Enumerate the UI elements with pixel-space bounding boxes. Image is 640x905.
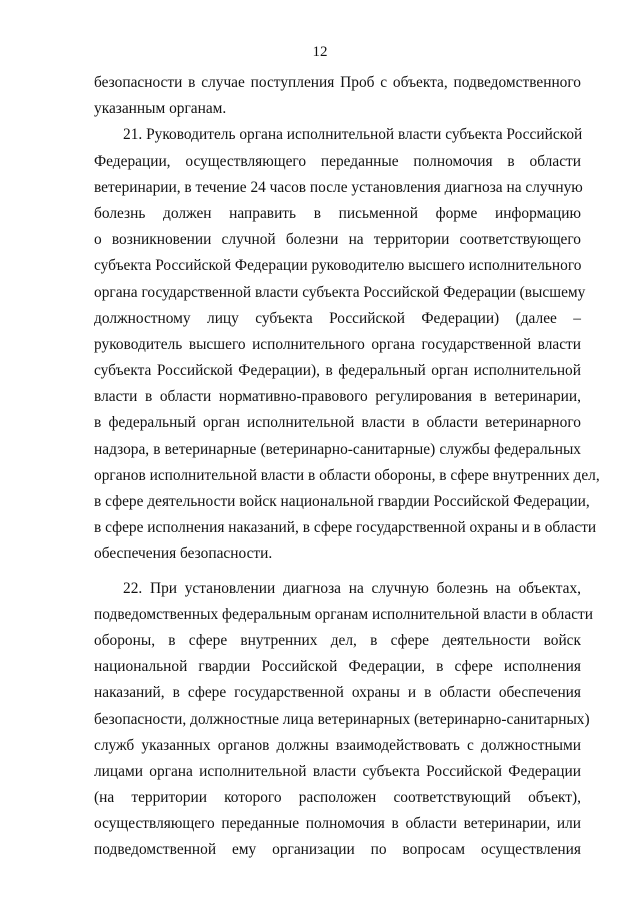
document-body: [94, 70, 600, 864]
text-line: субъекта Российской Федерации), в федеральный орган исполнительной: [94, 362, 581, 380]
text-line: надзора, в ветеринарные (ветеринарно-санитарные) службы федеральных: [94, 440, 581, 458]
text-line: власти в области нормативно-правового регулирования в ветеринарии,: [94, 388, 581, 406]
paragraph-continuation: [94, 70, 581, 122]
text-line: обеспечения безопасности.: [94, 545, 273, 563]
text-line: болезнь должен направить в письменной форме информацию: [94, 204, 581, 222]
text-line: лицами органа исполнительной власти субъекта Российской Федерации: [94, 762, 581, 780]
text-line: органов исполнительной власти в области обороны, в сфере внутренних дел,: [94, 466, 600, 484]
text-line: ветеринарии, в течение 24 часов после установления диагноза на случную: [94, 178, 583, 196]
text-line: (на территории которого расположен соответствующий объект),: [94, 789, 581, 807]
text-line: органа государственной власти субъекта Российской Федерации (высшему: [94, 283, 586, 301]
text-line: подведомственных федеральным органам исполнительной власти в области: [94, 605, 593, 623]
text-line: обороны, в сфере внутренних дел, в сфере деятельности войск: [94, 631, 581, 649]
text-line: 22. При установлении диагноза на случную болезнь на объектах,: [123, 579, 581, 597]
text-line: руководитель высшего исполнительного органа государственной власти: [94, 335, 581, 353]
text-line: подведомственной ему организации по вопросам осуществления: [94, 841, 581, 859]
text-line: указанным органам.: [94, 100, 227, 118]
text-line: Федерации, осуществляющего переданные полномочия в области: [94, 152, 581, 170]
text-line: субъекта Российской Федерации руководителю высшего исполнительного: [94, 257, 582, 275]
text-line: безопасности в случае поступления Проб с объекта, подведомственного: [94, 74, 581, 91]
text-line: о возникновении случной болезни на территории соответствующего: [94, 231, 581, 249]
text-line: должностному лицу субъекта Российской Федерации) (далее –: [94, 309, 581, 327]
text-line: национальной гвардии Российской Федерации, в сфере исполнения: [94, 658, 581, 676]
paragraph-21: [94, 122, 600, 567]
page-number: 12: [312, 44, 328, 60]
text-line: осуществляющего переданные полномочия в области ветеринарии, или: [94, 815, 581, 833]
text-line: 21. Руководитель органа исполнительной власти субъекта Российской: [123, 126, 583, 144]
text-line: наказаний, в сфере государственной охраны и в области обеспечения: [94, 684, 581, 702]
text-line: в федеральный орган исполнительной власти в области ветеринарного: [94, 414, 581, 432]
text-line: безопасности, должностные лица ветеринарных (ветеринарно-санитарных): [94, 710, 590, 728]
text-line: служб указанных органов должны взаимодействовать с должностными: [94, 736, 581, 754]
text-line: в сфере исполнения наказаний, в сфере государственной охраны и в области: [94, 519, 597, 537]
paragraph-22: [94, 576, 593, 864]
text-line: в сфере деятельности войск национальной гвардии Российской Федерации,: [94, 493, 590, 510]
